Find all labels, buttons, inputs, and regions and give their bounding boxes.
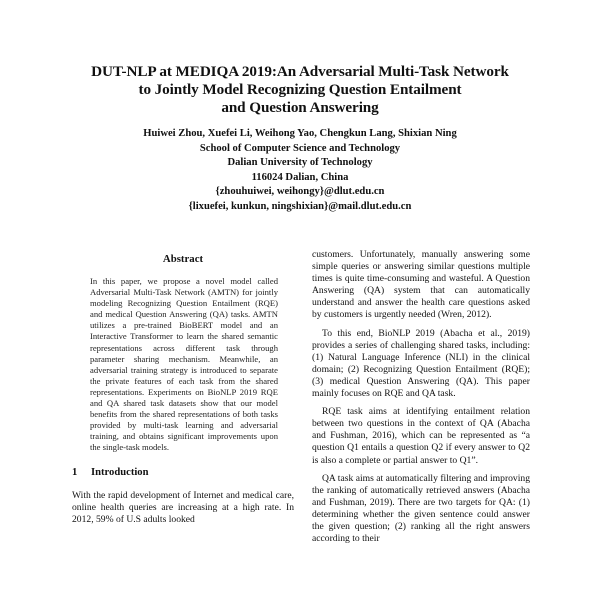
- abstract-heading: Abstract: [162, 253, 204, 265]
- left-column: [72, 252, 294, 526]
- author-emails: {zhouhuiwei, weihongy}@dlut.edu.cn: [215, 186, 385, 198]
- affiliation-university: Dalian University of Technology: [227, 157, 373, 169]
- intro-paragraph: [72, 490, 294, 526]
- abstract-text: In this paper, we propose a novel model called Adversarial Multi-Task Network (AMTN) for jointly modeling Recognizing Question Entailment (RQE) and medical Question Answering (QA) tasks. AMTN utilizes a pre-trained BioBERT model and an Interactive Transformer to learn the shared semantic representations across different task through parameter sharing mechanism. Meanwhile, an adversarial training strategy is introduced to separate the private features of each task from the shared representations. Experiments on BioNLP 2019 RQE and QA shared task datasets show that our model benefits from the shared representations of both tasks provided by multi-task learning and adversarial training, and obtains significant improvements upon the single-task models.: [90, 276, 278, 453]
- right-column: [312, 249, 530, 545]
- affiliation-address: 116024 Dalian, China: [251, 171, 349, 183]
- title-line: to Jointly Model Recognizing Question Entailment: [138, 81, 462, 98]
- paragraph: QA task aims at automatically filtering and improving the ranking of automatically retrieved answers (Abacha and Fushman, 2019). There are two targets for QA: (1) determining whether the given sentence could answer the given question; (2) ranking all the right answers according to their: [312, 472, 530, 545]
- paragraph: RQE task aims at identifying entailment relation between two questions in the context of QA (Abacha and Fushman, 2016), which can be represented as “a question Q1 entails a question Q2 if every answer to Q2 is also a complete or partial answer to Q1”.: [312, 406, 530, 466]
- paragraph: customers. Unfortunately, manually answering some simple queries or answering similar questions multiple times is quite time-consuming and wasteful. A Question Answering (QA) system that can automatically understand and answer the health care questions asked by customers is urgently needed (Wren, 2012).: [312, 249, 530, 321]
- title-line: and Question Answering: [221, 99, 379, 116]
- author-emails: {lixuefei, kunkun, ningshixian}@mail.dlut.edu.cn: [188, 200, 412, 212]
- author-block: [0, 127, 600, 215]
- paragraph: With the rapid development of Internet and medical care, online health queries are increasing at a high rate. In 2012, 59% of U.S adults looked: [72, 489, 294, 525]
- paper-title: [0, 63, 600, 117]
- title-line: DUT-NLP at MEDIQA 2019:An Adversarial Multi-Task Network: [91, 63, 509, 80]
- section-number: 1: [72, 466, 78, 478]
- affiliation-school: School of Computer Science and Technology: [199, 142, 401, 154]
- author-names: Huiwei Zhou, Xuefei Li, Weihong Yao, Chengkun Lang, Shixian Ning: [143, 128, 457, 139]
- section-title: Introduction: [91, 466, 149, 478]
- section-heading: [72, 466, 294, 480]
- paragraph: To this end, BioNLP 2019 (Abacha et al., 2019) provides a series of challenging shared tasks, including: (1) Natural Language Inference (NLI) in the clinical domain; (2) Recognizing Question Entailment (RQE); (3) medical Question Answering (QA). This paper mainly focuses on RQE and QA task.: [312, 327, 530, 400]
